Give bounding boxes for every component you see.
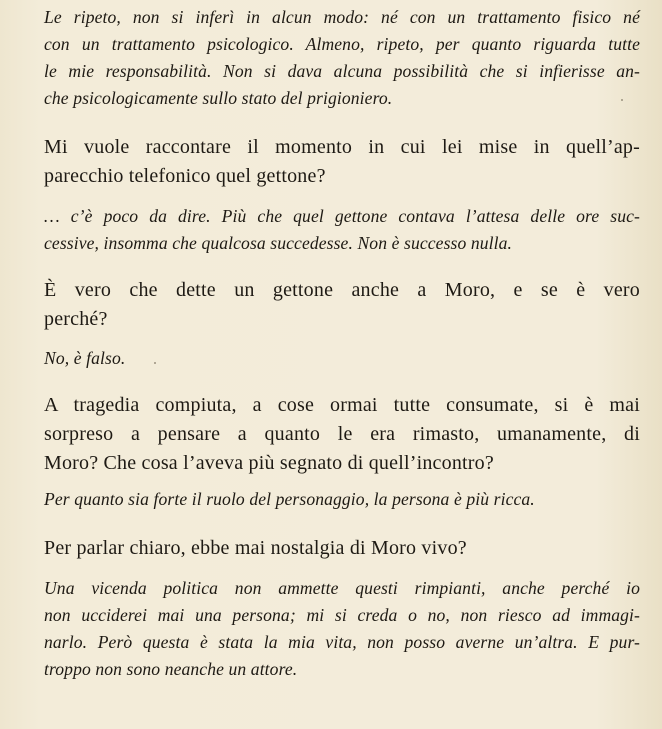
text-line: Per parlar chiaro, ebbe mai nostalgia di Moro vivo? (44, 537, 467, 559)
text-line: Mi vuole raccontare il momento in cui lei mise in quell’ap- (44, 136, 640, 158)
text-line: No, è falso. (44, 348, 126, 368)
text-line: troppo non sono neanche un attore. (44, 659, 298, 679)
answer-paragraph (44, 4, 640, 112)
paper-speck (621, 99, 623, 101)
answer-paragraph (44, 345, 640, 372)
question-paragraph (44, 391, 640, 478)
text-line: cessive, insomma che qualcosa succedesse. Non è successo nulla. (44, 233, 513, 253)
text-line: che psicologicamente sullo stato del prigioniero. (44, 88, 393, 108)
answer-paragraph (44, 203, 640, 257)
text-line: parecchio telefonico quel gettone? (44, 165, 326, 187)
text-line: Per quanto sia forte il ruolo del personaggio, la persona è più ricca. (44, 489, 535, 509)
text-line: perché? (44, 308, 108, 330)
text-line: A tragedia compiuta, a cose ormai tutte consumate, si è mai (44, 394, 640, 416)
paper-speck (154, 362, 156, 364)
text-line: Moro? Che cosa l’aveva più segnato di quell’incontro? (44, 452, 494, 474)
text-line: È vero che dette un gettone anche a Moro, e se è vero (44, 279, 640, 301)
question-paragraph (44, 133, 640, 191)
text-line: Una vicenda politica non ammette questi rimpianti, anche perché io (44, 578, 640, 598)
text-line: le mie responsabilità. Non si dava alcuna possibilità che si infierisse an- (44, 61, 640, 81)
text-line: Le ripeto, non si inferì in alcun modo: né con un trattamento fisico né (44, 7, 640, 27)
text-line: con un trattamento psicologico. Almeno, ripeto, per quanto riguarda tutte (44, 34, 640, 54)
text-line: narlo. Però questa è stata la mia vita, non posso averne un’altra. E pur- (44, 632, 640, 652)
text-line: … c’è poco da dire. Più che quel gettone contava l’attesa delle ore suc- (44, 206, 640, 226)
text-line: sorpreso a pensare a quanto le era rimasto, umanamente, di (44, 423, 640, 445)
answer-paragraph (44, 486, 640, 513)
text-line: non ucciderei mai una persona; mi si creda o no, non riesco ad immagi- (44, 605, 640, 625)
answer-paragraph (44, 575, 640, 683)
question-paragraph (44, 534, 640, 563)
question-paragraph (44, 276, 640, 334)
